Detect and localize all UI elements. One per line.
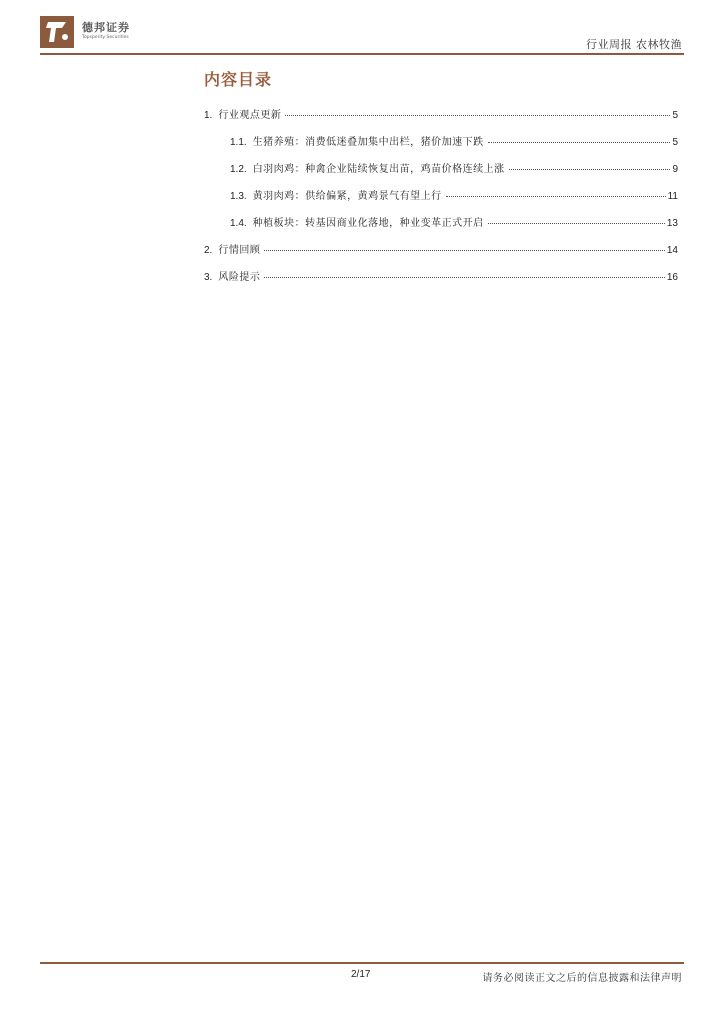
- toc-number: 1.4.: [230, 218, 247, 229]
- toc-entry[interactable]: [204, 160, 678, 187]
- toc-text: 生猪养殖：消费低迷叠加集中出栏，猪价加速下跌: [252, 137, 484, 148]
- toc-text: 种植板块：转基因商业化落地，种业变革正式开启: [252, 218, 484, 229]
- toc-page: 14: [666, 245, 678, 256]
- toc-entry[interactable]: [204, 214, 678, 241]
- toc-entry[interactable]: [204, 106, 678, 133]
- toc-page: 5: [672, 137, 678, 148]
- toc-text: 白羽肉鸡：种禽企业陆续恢复出苗，鸡苗价格连续上涨: [252, 164, 505, 175]
- brand-logo-icon: [40, 16, 74, 48]
- toc-leader: [509, 169, 671, 170]
- toc-text: 风险提示: [218, 272, 261, 283]
- report-category: 行业周报 农林牧渔: [586, 38, 682, 51]
- toc-number: 1.1.: [230, 137, 247, 148]
- toc-number: 2.: [204, 245, 213, 256]
- toc-text: 行业观点更新: [218, 110, 282, 121]
- toc-number: 1.2.: [230, 164, 247, 175]
- toc-title: 内容目录: [204, 70, 273, 89]
- toc-leader: [446, 196, 666, 197]
- footer-divider: [40, 962, 684, 964]
- toc-number: 1.: [204, 110, 213, 121]
- toc-leader: [285, 115, 670, 116]
- page-number: 2/17: [351, 969, 371, 980]
- brand-name-en: Topsperity Securities: [82, 35, 129, 40]
- toc-number: 1.3.: [230, 191, 247, 202]
- brand-name-cn: 德邦证券: [82, 21, 130, 34]
- toc-leader: [488, 223, 665, 224]
- table-of-contents: [204, 106, 678, 295]
- toc-page: 11: [667, 191, 678, 202]
- footer-disclaimer: 请务必阅读正文之后的信息披露和法律声明: [482, 973, 682, 984]
- toc-page: 13: [666, 218, 678, 229]
- toc-text: 黄羽肉鸡：供给偏紧，黄鸡景气有望上行: [252, 191, 442, 202]
- toc-page: 16: [666, 272, 678, 283]
- toc-leader: [488, 142, 671, 143]
- toc-entry[interactable]: [204, 187, 678, 214]
- toc-entry[interactable]: [204, 241, 678, 268]
- header-divider: [40, 53, 684, 55]
- toc-leader: [264, 250, 665, 251]
- toc-page: 9: [672, 164, 678, 175]
- toc-text: 行情回顾: [218, 245, 261, 256]
- toc-number: 3.: [204, 272, 213, 283]
- toc-leader: [264, 277, 665, 278]
- toc-entry[interactable]: [204, 133, 678, 160]
- company-logo: [40, 16, 140, 50]
- toc-page: 5: [672, 110, 678, 121]
- toc-entry[interactable]: [204, 268, 678, 295]
